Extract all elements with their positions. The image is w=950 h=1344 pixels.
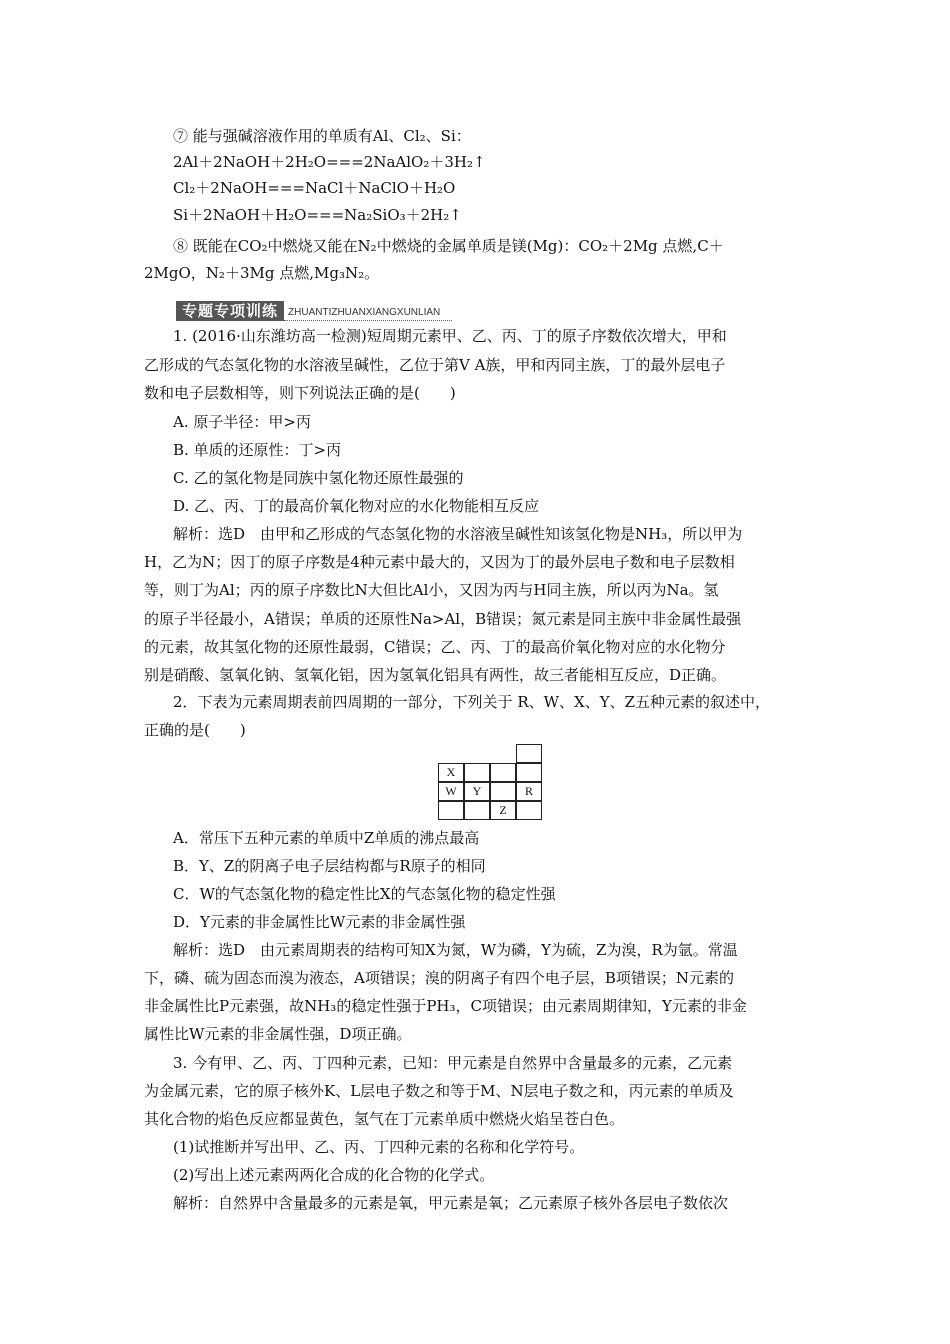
text-line: ⑧ 既能在CO₂中燃烧又能在N₂中燃烧的金属单质是镁(Mg)：CO₂＋2Mg 点燃,C＋ <box>173 237 724 255</box>
text-line: 乙形成的气态氢化物的水溶液呈碱性，乙位于第Ⅴ A族，甲和丙同主族，丁的最外层电子 <box>144 356 726 374</box>
table-cell: Y <box>464 782 490 801</box>
text-line: 解析：自然界中含量最多的元素是氧，甲元素是氧；乙元素原子核外各层电子数依次 <box>173 1194 729 1212</box>
table-cell <box>516 801 542 820</box>
section-badge: 专题专项训练 <box>176 301 284 321</box>
text-line: 1. (2016·山东潍坊高一检测)短周期元素甲、乙、丙、丁的原子序数依次增大，甲和 <box>173 327 727 345</box>
text-line: Si＋2NaOH＋H₂O===Na₂SiO₃＋2H₂↑ <box>173 206 462 224</box>
table-cell: R <box>516 782 542 801</box>
table-cell <box>438 801 464 820</box>
table-cell <box>464 801 490 820</box>
table-cell: Z <box>490 801 516 820</box>
table-cell: W <box>438 782 464 801</box>
text-line: 别是硝酸、氢氧化钠、氢氧化铝，因为氢氧化铝具有两性，故三者能相互反应，D正确。 <box>144 666 727 684</box>
text-line: C. 乙的氢化物是同族中氢化物还原性最强的 <box>173 469 464 487</box>
text-line: 正确的是( ) <box>144 721 246 739</box>
text-line: (1)试推断并写出甲、乙、丙、丁四种元素的名称和化学符号。 <box>173 1138 585 1156</box>
text-line: 等，则丁为Al；丙的原子序数比N大但比Al小，又因为丙与H同主族，所以丙为Na。氢 <box>144 581 719 599</box>
text-line: 2MgO，N₂＋3Mg 点燃,Mg₃N₂。 <box>144 264 380 282</box>
text-line: B．Y、Z的阴离子电子层结构都与R原子的相同 <box>173 857 486 875</box>
text-line: (2)写出上述元素两两化合成的化合物的化学式。 <box>173 1166 495 1184</box>
text-line: 属性比W元素的非金属性强，D项正确。 <box>144 1025 412 1043</box>
text-line: C．W的气态氢化物的稳定性比X的气态氢化物的稳定性强 <box>173 885 556 903</box>
text-line: A．常压下五种元素的单质中Z单质的沸点最高 <box>173 829 480 847</box>
text-line: D. 乙、丙、丁的最高价氧化物对应的水化物能相互反应 <box>173 497 540 515</box>
text-line: D．Y元素的非金属性比W元素的非金属性强 <box>173 913 466 931</box>
text-line: A. 原子半径：甲>丙 <box>173 413 311 431</box>
text-line: 其化合物的焰色反应都显黄色，氢气在丁元素单质中燃烧火焰呈苍白色。 <box>144 1110 625 1128</box>
table-cell <box>464 763 490 782</box>
text-line: 为金属元素，它的原子核外K、L层电子数之和等于M、N层电子数之和，丙元素的单质及 <box>144 1082 734 1100</box>
table-cell: X <box>438 763 464 782</box>
text-line: Cl₂＋2NaOH===NaCl＋NaClO＋H₂O <box>173 179 456 197</box>
periodic-table-fragment <box>438 744 546 824</box>
text-line: ⑦ 能与强碱溶液作用的单质有Al、Cl₂、Si： <box>173 127 471 145</box>
text-line: 解析：选D 由甲和乙形成的气态氢化物的水溶液呈碱性知该氢化物是NH₃，所以甲为 <box>173 525 743 543</box>
table-cell <box>490 782 516 801</box>
text-line: 下，磷、硫为固态而溴为液态，A项错误；溴的阴离子有四个电子层，B项错误；N元素的 <box>144 969 734 987</box>
text-line: 2Al＋2NaOH＋2H₂O===2NaAlO₂＋3H₂↑ <box>173 153 486 171</box>
text-line: H，乙为N；因丁的原子序数是4种元素中最大的，又因为丁的最外层电子数和电子层数相 <box>144 553 735 571</box>
text-line: 的元素，故其氢化物的还原性最弱，C错误；乙、丙、丁的最高价氧化物对应的水化物分 <box>144 638 726 656</box>
table-cell <box>516 744 542 763</box>
section-header <box>176 301 452 321</box>
text-line: 解析：选D 由元素周期表的结构可知X为氮，W为磷，Y为硫，Z为溴，R为氩。常温 <box>173 941 738 959</box>
section-pinyin: ZHUANTIZHUANXIANGXUNLIAN <box>284 307 452 321</box>
table-cell <box>516 763 542 782</box>
text-line: 数和电子层数相等，则下列说法正确的是( ) <box>144 384 456 402</box>
table-cell <box>490 763 516 782</box>
text-line: 的原子半径最小，A错误；单质的还原性Na>Al，B错误；氮元素是同主族中非金属性最强 <box>144 610 742 628</box>
text-line: 非金属性比P元素强，故NH₃的稳定性强于PH₃，C项错误；由元素周期律知，Y元素的非金 <box>144 997 747 1015</box>
text-line: 2．下表为元素周期表前四周期的一部分，下列关于 R、W、X、Y、Z五种元素的叙述中， <box>173 693 771 711</box>
text-line: B. 单质的还原性：丁>丙 <box>173 441 342 459</box>
text-line: 3. 今有甲、乙、丙、丁四种元素，已知：甲元素是自然界中含量最多的元素，乙元素 <box>173 1054 733 1072</box>
